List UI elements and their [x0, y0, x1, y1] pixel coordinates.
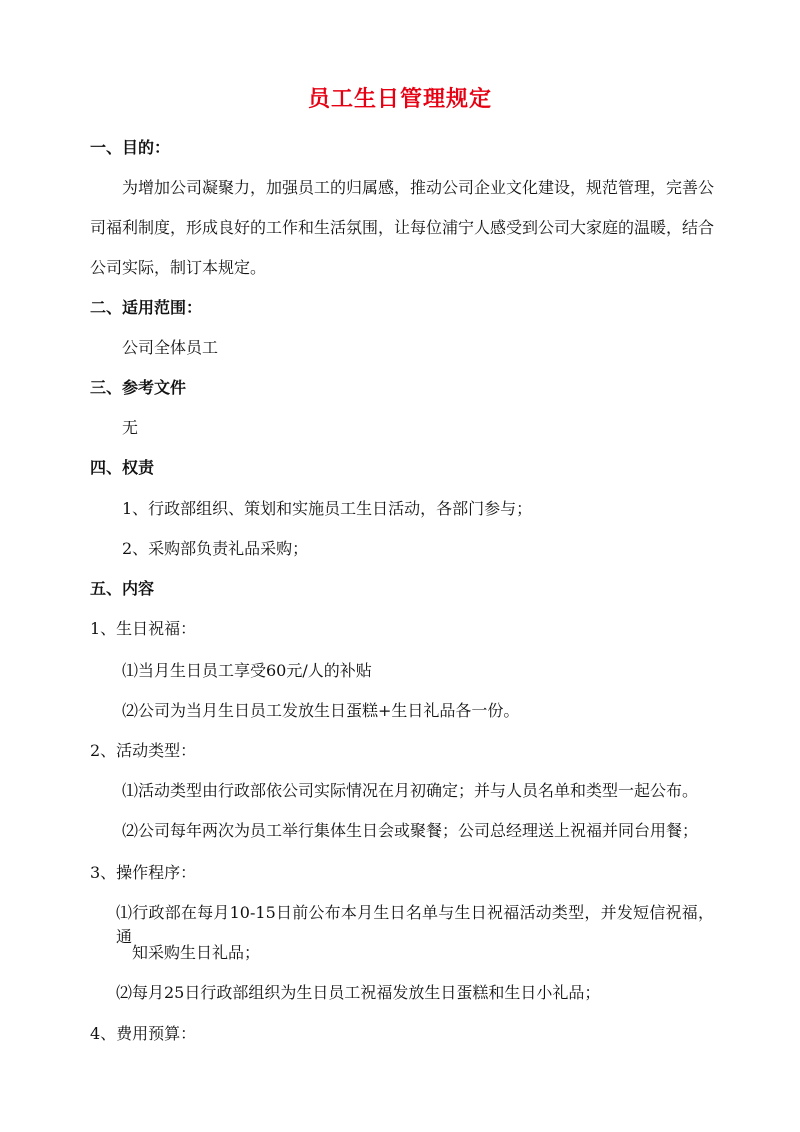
subsection-heading-procedure: 3、操作程序： [90, 863, 197, 882]
purpose-paragraph-line-3: 公司实际，制订本规定。 [90, 258, 267, 277]
responsibility-item-2: 2、采购部负责礼品采购； [122, 539, 309, 558]
procedure-item-2: ⑵每月25日行政部组织为生日员工祝福发放生日蛋糕和生日小礼品； [116, 983, 601, 1002]
subsection-heading-activity-types: 2、活动类型： [90, 741, 197, 760]
section-heading-responsibilities: 四、权责 [90, 458, 155, 477]
birthday-wishes-item-1: ⑴当月生日员工享受60元/人的补贴 [122, 661, 372, 680]
references-text: 无 [122, 418, 139, 437]
section-heading-content: 五、内容 [90, 579, 155, 598]
activity-types-item-1: ⑴活动类型由行政部依公司实际情况在月初确定；并与人员名单和类型一起公布。 [122, 781, 699, 800]
responsibility-item-1: 1、行政部组织、策划和实施员工生日活动，各部门参与； [122, 499, 533, 518]
subsection-heading-budget: 4、费用预算： [90, 1024, 197, 1043]
section-heading-references: 三、参考文件 [90, 378, 187, 397]
subsection-heading-birthday-wishes: 1、生日祝福： [90, 619, 197, 638]
section-heading-scope: 二、适用范围： [90, 298, 203, 317]
document-title: 员工生日管理规定 [307, 86, 492, 112]
procedure-item-1-line-1: ⑴行政部在每月10-15日前公布本月生日名单与生日祝福活动类型，并发短信祝福，通 [116, 903, 714, 946]
scope-text: 公司全体员工 [122, 338, 219, 357]
purpose-paragraph-line-2: 司福利制度，形成良好的工作和生活氛围，让每位浦宁人感受到公司大家庭的温暖，结合 [90, 218, 715, 237]
birthday-wishes-item-2: ⑵公司为当月生日员工发放生日蛋糕+生日礼品各一份。 [122, 701, 520, 720]
section-heading-purpose: 一、目的： [90, 138, 171, 157]
procedure-item-1-line-2: 知采购生日礼品； [132, 943, 261, 962]
activity-types-item-2: ⑵公司每年两次为员工举行集体生日会或聚餐；公司总经理送上祝福并同台用餐； [122, 821, 699, 840]
purpose-paragraph-line-1: 为增加公司凝聚力，加强员工的归属感，推动公司企业文化建设，规范管理，完善公 [122, 178, 715, 197]
